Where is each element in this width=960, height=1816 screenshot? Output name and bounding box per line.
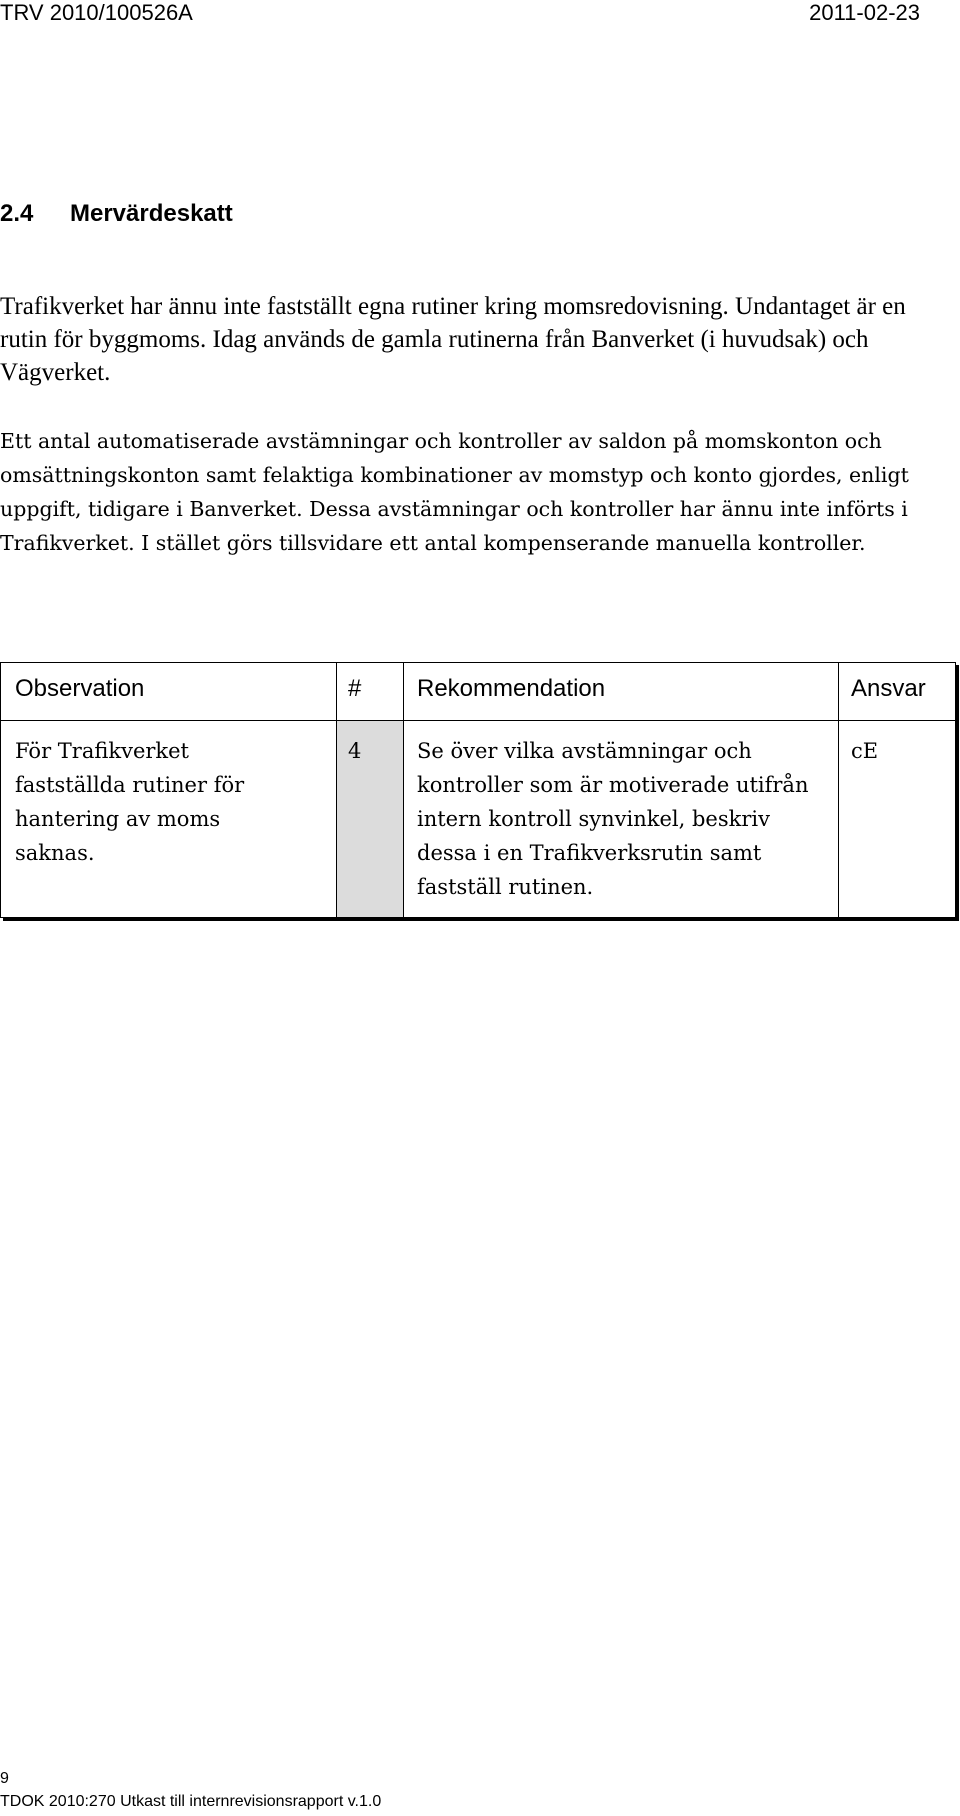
header-observation: Observation	[15, 675, 145, 702]
cell-recommendation: Se över vilka avstämningar och kontroller som är motiverade utifrån intern kontroll synvinkel, beskriv dessa i en Trafikverksrutin samt fastställ rutinen.	[417, 739, 809, 899]
header-doc-id: TRV 2010/100526A	[0, 0, 193, 25]
cell-observation: För Trafikverket fastställda rutiner för hantering av moms saknas.	[15, 739, 245, 865]
header-recommendation: Rekommendation	[417, 675, 606, 702]
header-number: #	[348, 675, 362, 702]
cell-owner: cE	[851, 739, 879, 763]
footer-doc-ref: TDOK 2010:270 Utkast till internrevisionsrapport v.1.0	[0, 1793, 382, 1810]
section-title: Mervärdeskatt	[70, 200, 233, 227]
cell-number: 4	[348, 739, 362, 763]
recommendation-table	[0, 662, 956, 918]
paragraph-intro: Trafikverket har ännu inte fastställt egna rutiner kring momsredovisning. Undantaget är en rutin för byggmoms. Idag används de gamla rutinerna från Banverket (i huvudsak) och Vägverket.	[0, 293, 906, 386]
page-number: 9	[0, 1770, 9, 1787]
paragraph-controls: Ett antal automatiserade avstämningar och kontroller av saldon på momskonton och omsättningskonton samt felaktiga kombinationer av momstyp och konto gjordes, enligt uppgift, tidigare i Banverket. Dessa avstämningar och kontroller har ännu inte införts i Trafikverket. I stället görs tillsvidare ett antal kompenserande manuella kontroller.	[0, 429, 909, 555]
section-number: 2.4	[0, 200, 34, 227]
header-owner: Ansvar	[851, 675, 926, 702]
header-date: 2011-02-23	[809, 0, 920, 25]
section-heading	[0, 200, 233, 228]
